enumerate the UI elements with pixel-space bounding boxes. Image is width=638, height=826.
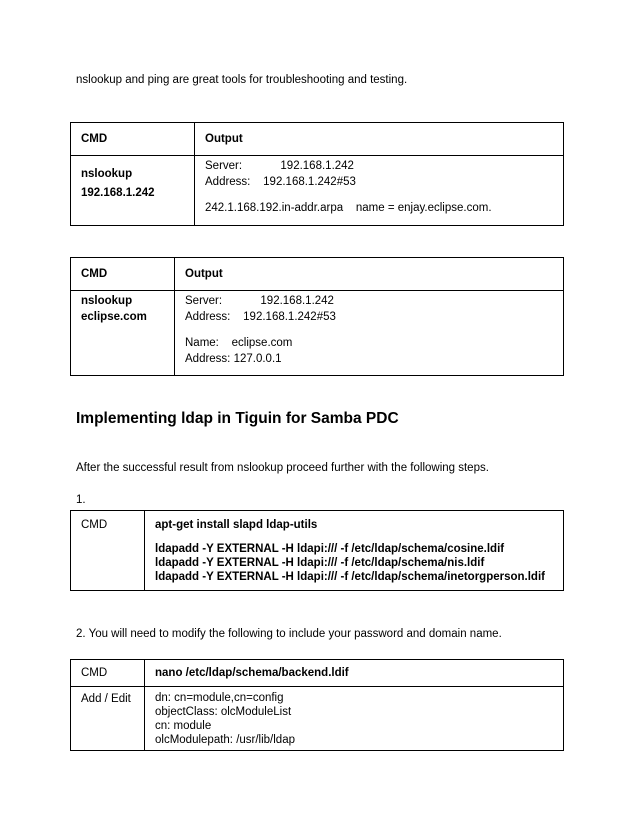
table3-commands-cell — [145, 511, 564, 591]
table4-edit-cell — [145, 687, 564, 751]
table4-line3: cn: module — [155, 720, 212, 732]
nslookup-domain-table — [70, 257, 564, 376]
table4-line2: objectClass: olcModuleList — [155, 706, 292, 718]
table3-line3: ldapadd -Y EXTERNAL -H ldapi:/// -f /etc/ldap/schema/nis.ldif — [155, 557, 485, 569]
table3-line2: ldapadd -Y EXTERNAL -H ldapi:/// -f /etc/ldap/schema/cosine.ldif — [155, 543, 505, 555]
table1-header-cmd: CMD — [71, 123, 195, 156]
table1-cmd-line2: 192.168.1.242 — [81, 187, 155, 199]
table2-out-line1: Server: 192.168.1.242 — [185, 295, 334, 307]
table4-cmd-label: CMD — [71, 660, 145, 687]
table3-line4: ldapadd -Y EXTERNAL -H ldapi:/// -f /etc/ldap/schema/inetorgperson.ldif — [155, 571, 545, 583]
table2-header-cmd: CMD — [71, 258, 175, 291]
section-intro: After the successful result from nslookup proceed further with the following steps. — [76, 462, 489, 474]
table1-out-line3: 242.1.168.192.in-addr.arpa name = enjay.eclipse.com. — [205, 202, 492, 214]
table1-out-line2: Address: 192.168.1.242#53 — [205, 176, 356, 188]
table1-out-line1: Server: 192.168.1.242 — [205, 160, 354, 172]
install-commands-table — [70, 510, 564, 591]
table4-cmd-value: nano /etc/ldap/schema/backend.ldif — [145, 660, 564, 687]
table2-cmd-cell — [71, 291, 175, 376]
table2-cmd-line1: nslookup — [81, 295, 133, 307]
table2-output-cell — [175, 291, 564, 376]
table4-line1: dn: cn=module,cn=config — [155, 692, 284, 704]
table2-header-output: Output — [175, 258, 564, 291]
table2-out-line2: Address: 192.168.1.242#53 — [185, 311, 336, 323]
nslookup-ip-table — [70, 122, 564, 226]
table4-edit-label: Add / Edit — [71, 687, 145, 751]
table2-out-line4: Address: 127.0.0.1 — [185, 353, 282, 365]
table3-cmd-label: CMD — [71, 511, 145, 591]
backend-ldif-table — [70, 659, 564, 751]
table1-header-output: Output — [195, 123, 564, 156]
table1-cmd-cell — [71, 156, 195, 226]
section-heading: Implementing ldap in Tiguin for Samba PDC — [76, 410, 399, 427]
table4-line4: olcModulepath: /usr/lib/ldap — [155, 734, 295, 746]
table3-line1: apt-get install slapd ldap-utils — [155, 519, 318, 531]
table2-cmd-line2: eclipse.com — [81, 311, 147, 323]
step2-text: 2. You will need to modify the following to include your password and domain name. — [76, 628, 502, 640]
table1-cmd-line1: nslookup — [81, 168, 133, 180]
step1-label: 1. — [76, 494, 86, 506]
table1-output-cell — [195, 156, 564, 226]
intro-text: nslookup and ping are great tools for troubleshooting and testing. — [76, 74, 408, 86]
table2-out-line3: Name: eclipse.com — [185, 337, 293, 349]
